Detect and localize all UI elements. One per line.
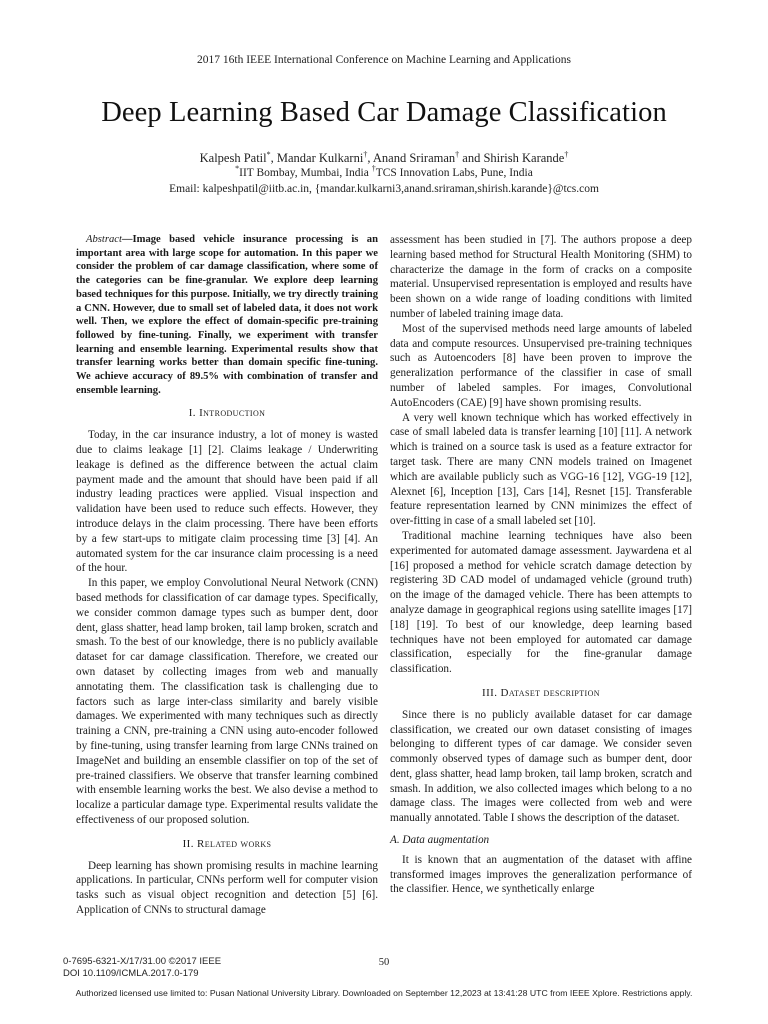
paragraph: Today, in the car insurance industry, a lot of money is wasted due to claims leakage [1] [2]. Claims leakage / Underwriting leakage is defined as the difference between the actual claim payment made and the amount that should have been paid if all industry leading practices were applied. Visual inspection and validation have been used to reduce such effects. However, they introduce delays in the claim processing. There have been efforts by a few start-ups to mitigate claim processing time [3] [4]. An automated system for the car insurance claim processing is a need of the hour. [76, 429, 378, 575]
affiliations [0, 164, 768, 179]
paragraph: Deep learning has shown promising results in machine learning applications. In particular, CNNs perform well for computer vision tasks such as visual object recognition and detection [5] [6]. Application of CNNs to structural damage [76, 859, 378, 916]
section-title: Dataset description [500, 686, 600, 699]
paper-title: Deep Learning Based Car Damage Classification [101, 97, 667, 128]
paragraph: Since there is no publicly available dataset for car damage classification, we created our own dataset consisting of images belonging to different types of car damage. We consider seven commonly observed types of damage such as bumper dent, door dent, glass shatter, head lamp broken, tail lamp broken, scratch and smash. In addition, we also collected images which belong to a no damage class. The images were collected from web and were manually annotated. Table I shows the description of the dataset. [390, 708, 692, 825]
author-name: , Mandar Kulkarni [270, 151, 364, 165]
abstract [76, 233, 378, 397]
author-name: and Shirish Karande [459, 151, 565, 165]
right-column [390, 233, 692, 897]
affiliation-mark: † [363, 149, 368, 159]
affiliation-2: TCS Innovation Labs, Pune, India [375, 167, 533, 179]
affiliation-mark: † [455, 149, 460, 159]
section-title: Related works [197, 837, 272, 850]
section-number: II. [182, 837, 198, 850]
author-list [0, 151, 768, 166]
section-number: III. [482, 686, 501, 699]
affiliation-mark: * [235, 164, 240, 174]
affiliation-mark: † [371, 164, 376, 174]
paragraph: In this paper, we employ Convolutional Neural Network (CNN) based methods for classification of car damage types. Specifically, we consider common damage types such as bumper dent, door dent, glass shatter, head lamp broken, tail lamp broken, scratch and smash. To the best of our knowledge, there is no publicly available dataset for car damage classification. Therefore, we created our own dataset by collecting images from web and manually annotating them. The classification task is challenging due to factors such as large inter-class similarity and barely visible damages. We experimented with many techniques such as directly training a CNN, pre-training a CNN using auto-encoder followed by fine-tuning, using transfer learning from large CNNs trained on ImageNet and building an ensemble classifier on top of the set of pre-trained classifiers. We observe that transfer learning combined with ensemble learning works the best. We also devise a method to localize a particular damage type. Experimental results validate the effectiveness of our proposed solution. [76, 577, 378, 826]
license-notice: Authorized licensed use limited to: Pusan National University Library. Downloaded on September 12,2023 at 13:41:28 UTC from IEEE Xplore. Restrictions apply. [75, 988, 693, 998]
section-title: Introduction [199, 407, 266, 420]
affiliation-mark: † [564, 149, 569, 159]
section-heading-introduction [76, 406, 378, 421]
paragraph: Most of the supervised methods need large amounts of labeled data and compute resources. Unsupervised pre-training techniques such as Autoencoders [8] have been proven to improve the generalization performance of the classifier in case of small number of labeled samples. For images, Convolutional AutoEncoders (CAE) [9] have shown promising results. [390, 322, 692, 409]
paragraph: A very well known technique which has worked effectively in case of small labeled data is transfer learning [10] [11]. A network which is trained on a source task is used as a feature extractor for target task. There are many CNN models trained on Imagenet which are available publicly such as VGG-16 [12], VGG-19 [12], Alexnet [6], Inception [13], Cars [14], Resnet [15]. Transferable feature representation learned by CNN minimizes the effect of over-fitting in case of a small labeled set [10]. [390, 411, 692, 528]
paragraph: Traditional machine learning techniques have also been experimented for automated damage assessment. Jaywardena et al [16] proposed a method for vehicle scratch damage detection by registering 3D CAD model of undamaged vehicle (ground truth) on the image of the damaged vehicle. There has been attempts to analyze damage in geographical regions using satellite images [17] [18] [19]. To best of our knowledge, deep learning based techniques have not been employed for automated car damage classification, especially for the fine-granular damage classification. [390, 529, 692, 676]
author-name: Kalpesh Patil [199, 151, 267, 165]
section-heading-dataset [390, 686, 692, 701]
affiliation-1: IIT Bombay, Mumbai, India [239, 167, 372, 179]
section-heading-related-works [76, 837, 378, 852]
abstract-label: Abstract [86, 234, 122, 245]
left-column [76, 233, 378, 918]
author-emails: Email: kalpeshpatil@iitb.ac.in, {mandar.kulkarni3,anand.sriraman,shirish.karande}@tcs.com [169, 183, 599, 195]
page-number: 50 [378, 957, 390, 968]
section-number: I. [188, 407, 200, 420]
author-name: , Anand Sriraman [367, 151, 456, 165]
abstract-text: —Image based vehicle insurance processing is an important area with large scope for automation. In this paper we consider the problem of car damage classification, where some of the categories can be fine-granular. We explore deep learning based techniques for this purpose. Initially, we try directly training a CNN. However, due to small set of labeled data, it does not work well. Then, we explore the effect of domain-specific pre-training followed by fine-tuning. Finally, we experiment with transfer learning and ensemble learning. Experimental results show that transfer learning works better than domain specific fine-tuning. We achieve accuracy of 89.5% with combination of transfer and ensemble learning. [76, 234, 378, 396]
subsection-heading-data-augmentation: A. Data augmentation [390, 834, 490, 847]
affiliation-mark: * [266, 149, 271, 159]
isbn-line: 0-7695-6321-X/17/31.00 ©2017 IEEE [63, 956, 222, 967]
conference-header: 2017 16th IEEE International Conference on Machine Learning and Applications [197, 54, 571, 66]
doi-line: DOI 10.1109/ICMLA.2017.0-179 [63, 967, 199, 979]
paragraph: It is known that an augmentation of the dataset with affine transformed images improves the generalization performance of the classifier. Hence, we synthetically enlarge [390, 853, 692, 896]
paragraph: assessment has been studied in [7]. The authors propose a deep learning based method for Structural Health Monitoring (SHM) to characterize the damage in the form of cracks on a composite material. Unsupervised representation is employed and results have been shown on a wide range of loading conditions with limited number of labeled training image data. [390, 234, 692, 320]
